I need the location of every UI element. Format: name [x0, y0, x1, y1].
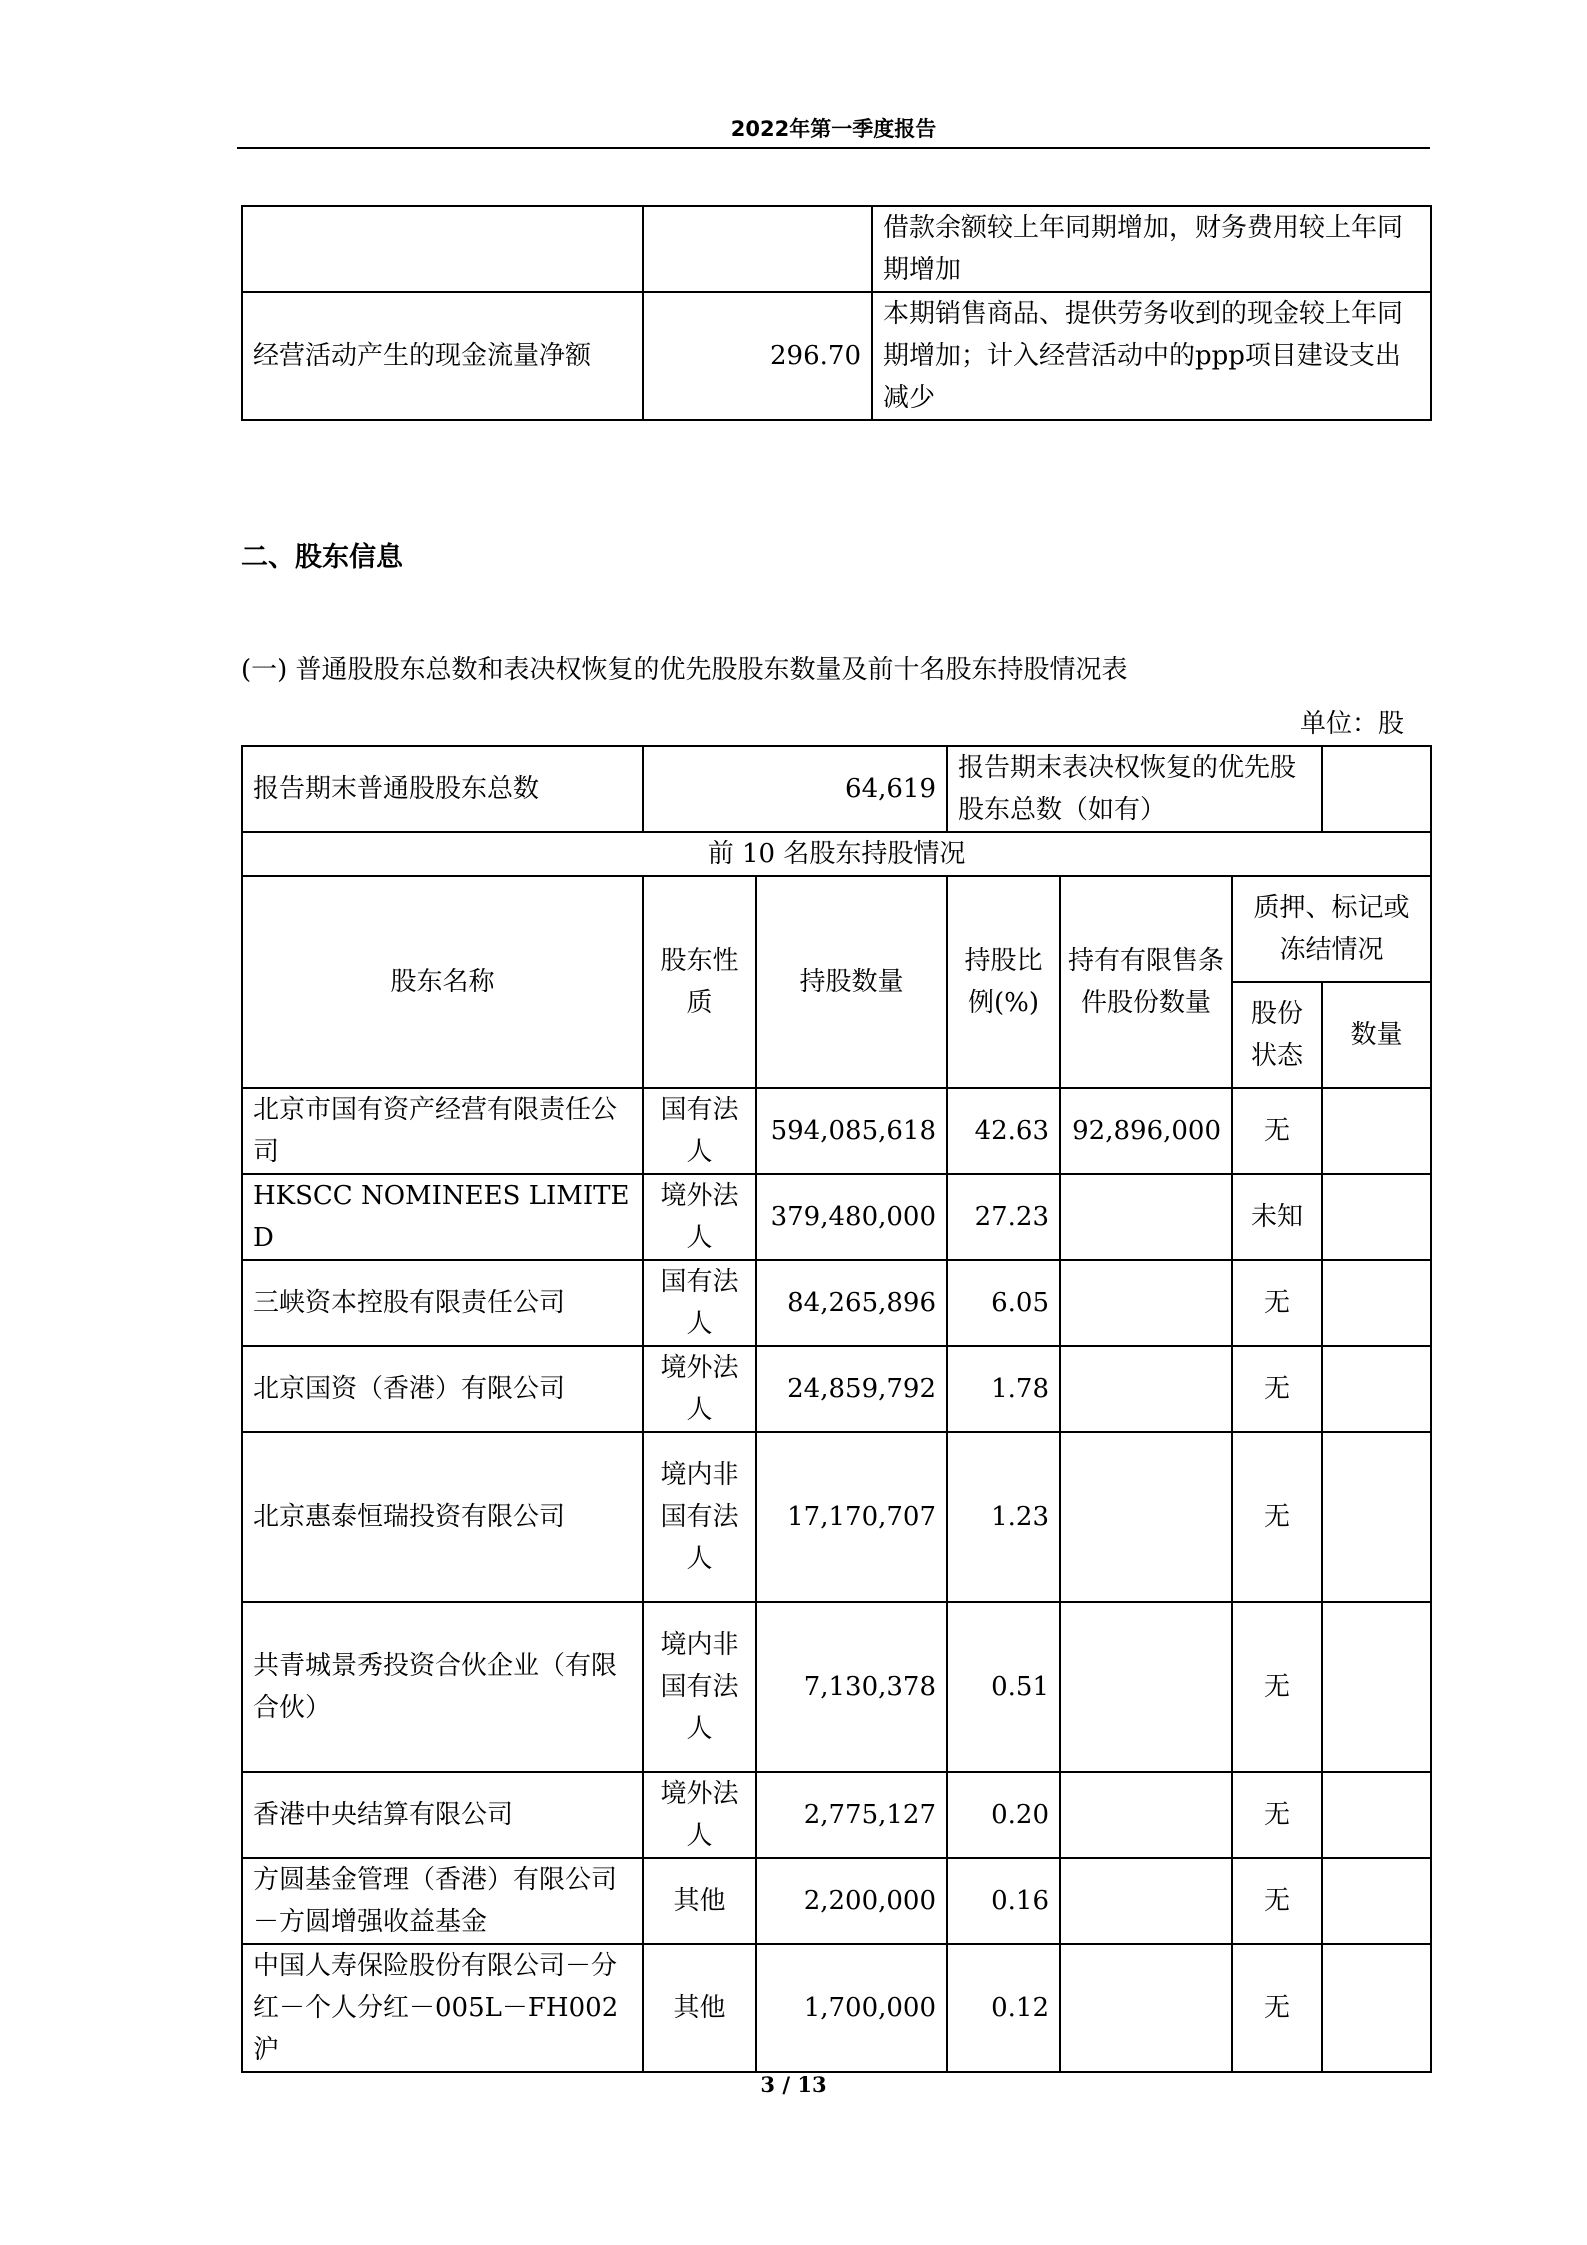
shareholder-nature: 其他 — [643, 1858, 756, 1944]
top10-title-row — [242, 832, 1431, 876]
pledge-amount — [1322, 1346, 1431, 1432]
share-status: 未知 — [1232, 1174, 1322, 1260]
unit-label: 单位：股 — [1299, 709, 1404, 739]
holding-ratio: 0.16 — [947, 1858, 1060, 1944]
table-row — [242, 1174, 1431, 1260]
shareholder-name: 香港中央结算有限公司 — [242, 1772, 643, 1858]
shares-held: 84,265,896 — [756, 1260, 947, 1346]
holding-ratio: 1.78 — [947, 1346, 1060, 1432]
restricted-shares — [1060, 1260, 1232, 1346]
table-row — [242, 1432, 1431, 1602]
restricted-shares: 92,896,000 — [1060, 1088, 1232, 1174]
share-status: 无 — [1232, 1772, 1322, 1858]
restricted-shares — [1060, 1174, 1232, 1260]
pledge-amount — [1322, 1260, 1431, 1346]
shares-held: 2,775,127 — [756, 1772, 947, 1858]
item-cell: 经营活动产生的现金流量净额 — [242, 292, 643, 420]
reason-cell: 借款余额较上年同期增加，财务费用较上年同期增加 — [872, 206, 1431, 292]
shareholder-nature: 境外法人 — [643, 1174, 756, 1260]
pledge-amount — [1322, 1858, 1431, 1944]
restricted-shares — [1060, 1432, 1232, 1602]
table-row — [242, 206, 1431, 292]
holding-ratio: 0.20 — [947, 1772, 1060, 1858]
share-status: 无 — [1232, 1260, 1322, 1346]
restricted-shares — [1060, 1772, 1232, 1858]
header-divider — [237, 147, 1430, 149]
pledge-amount — [1322, 1944, 1431, 2072]
share-status: 无 — [1232, 1432, 1322, 1602]
cash-flow-table — [241, 205, 1432, 421]
pledge-amount — [1322, 1088, 1431, 1174]
table-row — [242, 1260, 1431, 1346]
header-shares: 持股数量 — [756, 876, 947, 1088]
shares-held: 594,085,618 — [756, 1088, 947, 1174]
table-row — [242, 1772, 1431, 1858]
top10-title: 前 10 名股东持股情况 — [242, 832, 1431, 876]
restricted-shares — [1060, 1858, 1232, 1944]
shareholder-name: 三峡资本控股有限责任公司 — [242, 1260, 643, 1346]
pledge-amount — [1322, 1174, 1431, 1260]
share-status: 无 — [1232, 1346, 1322, 1432]
shares-held: 7,130,378 — [756, 1602, 947, 1772]
shareholder-name: 共青城景秀投资合伙企业（有限合伙） — [242, 1602, 643, 1772]
share-status: 无 — [1232, 1858, 1322, 1944]
header-nature: 股东性质 — [643, 876, 756, 1088]
header-restricted: 持有有限售条件股份数量 — [1060, 876, 1232, 1088]
summary-row — [242, 746, 1431, 832]
pledge-amount — [1322, 1602, 1431, 1772]
header-status: 股份状态 — [1232, 982, 1322, 1088]
shareholder-nature: 境内非国有法人 — [643, 1432, 756, 1602]
holding-ratio: 27.23 — [947, 1174, 1060, 1260]
restricted-shares — [1060, 1602, 1232, 1772]
restricted-shares — [1060, 1346, 1232, 1432]
value-cell: 296.70 — [643, 292, 872, 420]
header-name: 股东名称 — [242, 876, 643, 1088]
shares-held: 379,480,000 — [756, 1174, 947, 1260]
total-holders-label: 报告期末普通股股东总数 — [242, 746, 643, 832]
table-row — [242, 1602, 1431, 1772]
holding-ratio: 1.23 — [947, 1432, 1060, 1602]
table-row — [242, 1944, 1431, 2072]
shareholder-table — [241, 745, 1432, 2073]
share-status: 无 — [1232, 1088, 1322, 1174]
holding-ratio: 0.12 — [947, 1944, 1060, 2072]
shareholder-name: 北京惠泰恒瑞投资有限公司 — [242, 1432, 643, 1602]
shareholder-name: 方圆基金管理（香港）有限公司－方圆增强收益基金 — [242, 1858, 643, 1944]
shares-held: 17,170,707 — [756, 1432, 947, 1602]
share-status: 无 — [1232, 1944, 1322, 2072]
value-cell — [643, 206, 872, 292]
shareholder-nature: 境内非国有法人 — [643, 1602, 756, 1772]
shareholder-nature: 境外法人 — [643, 1346, 756, 1432]
shareholder-nature: 国有法人 — [643, 1088, 756, 1174]
shares-held: 2,200,000 — [756, 1858, 947, 1944]
restricted-shares — [1060, 1944, 1232, 2072]
holding-ratio: 0.51 — [947, 1602, 1060, 1772]
shareholder-name: 北京市国有资产经营有限责任公司 — [242, 1088, 643, 1174]
preferred-holders-value — [1322, 746, 1431, 832]
shareholder-nature: 国有法人 — [643, 1260, 756, 1346]
pledge-amount — [1322, 1772, 1431, 1858]
preferred-holders-label: 报告期末表决权恢复的优先股股东总数（如有） — [947, 746, 1322, 832]
shareholder-name: 北京国资（香港）有限公司 — [242, 1346, 643, 1432]
shareholder-name: 中国人寿保险股份有限公司－分红－个人分红－005L－FH002沪 — [242, 1944, 643, 2072]
table-row — [242, 1346, 1431, 1432]
holding-ratio: 42.63 — [947, 1088, 1060, 1174]
reason-cell: 本期销售商品、提供劳务收到的现金较上年同期增加；计入经营活动中的ppp项目建设支出减少 — [872, 292, 1431, 420]
share-status: 无 — [1232, 1602, 1322, 1772]
header-ratio: 持股比例(%) — [947, 876, 1060, 1088]
holding-ratio: 6.05 — [947, 1260, 1060, 1346]
shareholder-nature: 其他 — [643, 1944, 756, 2072]
page-header-title: 2022年第一季度报告 — [730, 117, 937, 141]
shareholder-nature: 境外法人 — [643, 1772, 756, 1858]
header-amount: 数量 — [1322, 982, 1431, 1088]
table-row — [242, 292, 1431, 420]
table-row — [242, 1858, 1431, 1944]
pledge-amount — [1322, 1432, 1431, 1602]
total-holders-value: 64,619 — [643, 746, 947, 832]
shares-held: 24,859,792 — [756, 1346, 947, 1432]
table-row — [242, 1088, 1431, 1174]
header-pledge: 质押、标记或冻结情况 — [1232, 876, 1431, 982]
section-title: 二、股东信息 — [241, 542, 403, 573]
item-cell — [242, 206, 643, 292]
shareholder-name: HKSCC NOMINEES LIMITED — [242, 1174, 643, 1260]
shares-held: 1,700,000 — [756, 1944, 947, 2072]
header-row — [242, 876, 1431, 982]
subsection-title: (一) 普通股股东总数和表决权恢复的优先股股东数量及前十名股东持股情况表 — [241, 655, 1128, 685]
page-number: 3 / 13 — [760, 2072, 827, 2097]
